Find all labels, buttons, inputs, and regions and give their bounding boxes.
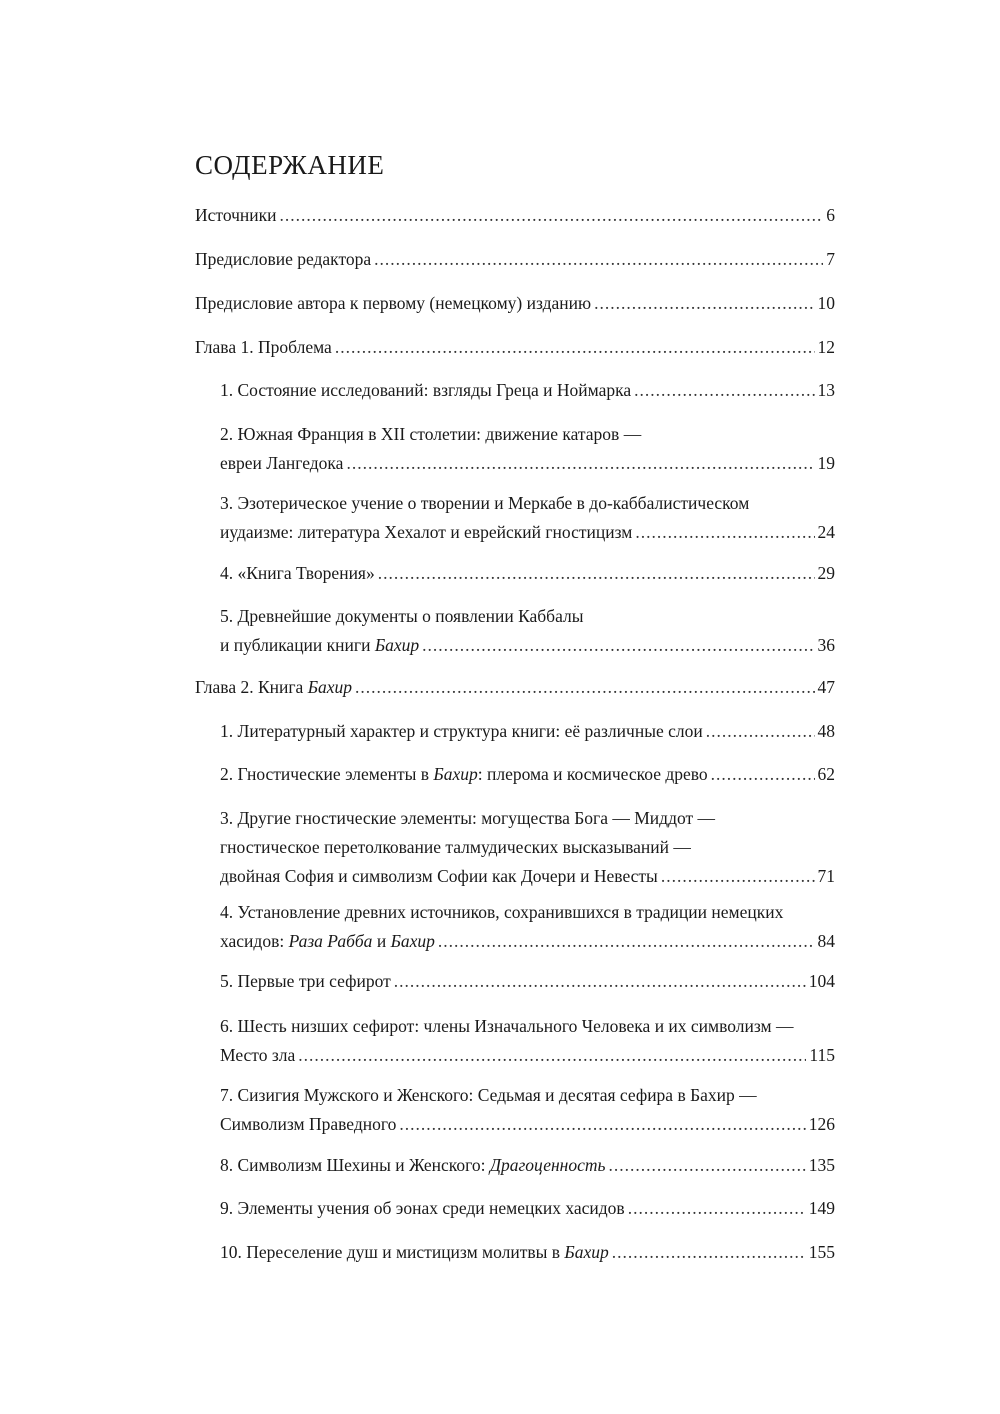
- toc-entry-text-line: 2. Южная Франция в XII столетии: движение катаров —: [220, 424, 642, 444]
- toc-entry-ch1-sec3[interactable]: [220, 489, 835, 547]
- page-number: 36: [817, 635, 835, 655]
- toc-entry-last-line: [195, 245, 835, 274]
- toc-entry-title-segment: 10. Переселение душ и мистицизм молитвы в: [220, 1242, 565, 1262]
- toc-entry-title: [195, 201, 277, 230]
- dot-leader: [706, 717, 815, 746]
- toc-entry-title: [220, 862, 658, 891]
- dot-leader: [335, 333, 815, 362]
- toc-entry-last-line: [220, 862, 835, 891]
- toc-entry-title-segment: и публикации книги: [220, 635, 375, 655]
- page-number: 135: [808, 1155, 835, 1175]
- dot-leader: [635, 518, 814, 547]
- toc-entry-title-segment: 8. Символизм Шехины и Женского:: [220, 1155, 490, 1175]
- toc-entry-title-segment: 1. Состояние исследований: взгляды Греца и Ноймарка: [220, 380, 632, 400]
- toc-entry-title-segment: Глава 1. Проблема: [195, 337, 332, 357]
- toc-entry-title-italic: Бахир: [564, 1242, 609, 1262]
- dot-leader: [608, 1151, 805, 1180]
- page-number: 71: [817, 866, 835, 886]
- page-number: 115: [809, 1045, 835, 1065]
- toc-entry-title-segment: хасидов:: [220, 931, 289, 951]
- toc-entry-title-segment: и: [372, 931, 391, 951]
- toc-entry-ch2-sec6[interactable]: [220, 1012, 835, 1070]
- toc-entry-title-segment: Место зла: [220, 1045, 296, 1065]
- toc-entry-ch2-sec3[interactable]: [220, 804, 835, 891]
- toc-entry-title-segment: Глава 2. Книга: [195, 677, 308, 697]
- toc-entry-last-line: [220, 1238, 835, 1267]
- toc-entry-title-segment: иудаизме: литература Хехалот и еврейский гностицизм: [220, 522, 633, 542]
- toc-entry-last-line: [220, 559, 835, 588]
- toc-entry-ch1-sec4[interactable]: [220, 559, 835, 588]
- toc-entry-last-line: [220, 631, 835, 660]
- toc-entry-ch1-sec1[interactable]: [220, 376, 835, 405]
- page-number: 126: [808, 1114, 835, 1134]
- toc-entry-title: [220, 967, 391, 996]
- page-number: 19: [817, 453, 835, 473]
- toc-entry-title: [220, 559, 375, 588]
- toc-entry-title: [220, 631, 419, 660]
- toc-entry-title-segment: 4. «Книга Творения»: [220, 563, 375, 583]
- page-number: 12: [817, 337, 835, 357]
- toc-entry-editor-preface[interactable]: [195, 245, 835, 274]
- toc-entry-title-segment: двойная София и символизм Софии как Дочери и Невесты: [220, 866, 658, 886]
- dot-leader: [374, 245, 823, 274]
- toc-entry-ch2-sec2[interactable]: [220, 760, 835, 789]
- page-number: 104: [808, 971, 835, 991]
- page-number: 29: [817, 563, 835, 583]
- toc-entry-last-line: [195, 333, 835, 362]
- toc-entry-last-line: [220, 927, 835, 956]
- toc-entry-title: [220, 449, 343, 478]
- dot-leader: [711, 760, 815, 789]
- toc-entry-title-segment: Предисловие автора к первому (немецкому) изданию: [195, 293, 592, 313]
- toc-entry-title-segment: 2. Гностические элементы в: [220, 764, 434, 784]
- page-number: 47: [817, 677, 835, 697]
- toc-entry-title-segment: 9. Элементы учения об эонах среди немецких хасидов: [220, 1198, 625, 1218]
- page-title: СОДЕРЖАНИЕ: [195, 150, 385, 180]
- dot-leader: [612, 1238, 806, 1267]
- page-number: 7: [826, 249, 835, 269]
- toc-entry-title-italic: Бахир: [433, 764, 478, 784]
- page-number: 149: [808, 1198, 835, 1218]
- dot-leader: [399, 1110, 805, 1139]
- toc-entry-title: [220, 927, 435, 956]
- page-number: 13: [817, 380, 835, 400]
- toc-entry-ch1-sec2[interactable]: [220, 420, 835, 478]
- toc-entry-text-line: 7. Сизигия Мужского и Женского: Седьмая и десятая сефира в Бахир —: [220, 1085, 757, 1105]
- toc-entry-last-line: [220, 967, 835, 996]
- dot-leader: [628, 1194, 806, 1223]
- page-number: 62: [817, 764, 835, 784]
- dot-leader: [355, 673, 814, 702]
- dot-leader: [422, 631, 814, 660]
- toc-entry-sources[interactable]: [195, 201, 835, 230]
- toc-entry-last-line: [220, 449, 835, 478]
- toc-entry-title: [220, 1238, 609, 1267]
- dot-leader: [438, 927, 815, 956]
- toc-entry-title: [220, 376, 631, 405]
- dot-leader: [594, 289, 814, 318]
- toc-entry-text-line: гностическое перетолкование талмудических высказываний —: [220, 837, 691, 857]
- toc-entry-title-italic: Бахир: [390, 931, 435, 951]
- toc-entry-ch2-sec1[interactable]: [220, 717, 835, 746]
- toc-entry-text-line: 3. Эзотерическое учение о творении и Меркабе в до-каббалистическом: [220, 493, 750, 513]
- dot-leader: [280, 201, 824, 230]
- dot-leader: [661, 862, 815, 891]
- page-number: 48: [817, 721, 835, 741]
- toc-entry-title-segment: : плерома и космическое древо: [477, 764, 708, 784]
- toc-entry-last-line: [220, 518, 835, 547]
- toc-entry-last-line: [220, 1151, 835, 1180]
- toc-entry-title: [195, 245, 371, 274]
- toc-entry-title-segment: Предисловие редактора: [195, 249, 372, 269]
- toc-entry-title: [220, 1041, 295, 1070]
- page-number: 24: [817, 522, 835, 542]
- toc-entry-title-segment: 5. Первые три сефирот: [220, 971, 391, 991]
- toc-entry-title: [195, 333, 332, 362]
- dot-leader: [346, 449, 814, 478]
- toc-entry-ch2-sec10[interactable]: [220, 1238, 835, 1267]
- page-number: 6: [826, 205, 835, 225]
- toc-entry-title: [220, 518, 632, 547]
- toc-entry-text-line: 4. Установление древних источников, сохранившихся в традиции немецких: [220, 902, 784, 922]
- toc-entry-text-line: 3. Другие гностические элементы: могущества Бога — Миддот —: [220, 808, 716, 828]
- toc-entry-last-line: [220, 717, 835, 746]
- toc-entry-title-segment: 1. Литературный характер и структура книги: её различные слои: [220, 721, 703, 741]
- toc-entry-last-line: [195, 289, 835, 318]
- toc-entry-text-line: 6. Шесть низших сефирот: члены Изначального Человека и их символизм —: [220, 1016, 794, 1036]
- toc-entry-ch2-sec7[interactable]: [220, 1081, 835, 1139]
- toc-entry-title: [195, 673, 352, 702]
- toc-entry-title-segment: Источники: [195, 205, 277, 225]
- toc-entry-title: [195, 289, 591, 318]
- toc-entry-title-segment: евреи Лангедока: [220, 453, 344, 473]
- toc-entry-text-line: 5. Древнейшие документы о появлении Каббалы: [220, 606, 584, 626]
- toc-entry-author-preface[interactable]: [195, 289, 835, 318]
- toc-entry-ch2-sec5[interactable]: [220, 967, 835, 996]
- toc-entry-title: [220, 717, 703, 746]
- toc-entry-last-line: [220, 1194, 835, 1223]
- toc-entry-last-line: [220, 1041, 835, 1070]
- dot-leader: [298, 1041, 806, 1070]
- page-number: 155: [808, 1242, 835, 1262]
- toc-entry-last-line: [220, 760, 835, 789]
- toc-entry-ch2-sec8[interactable]: [220, 1151, 835, 1180]
- toc-entry-title-italic: Раза Рабба: [288, 931, 373, 951]
- toc-entry-title-italic: Драгоценность: [489, 1155, 606, 1175]
- toc-entry-ch1-sec5[interactable]: [220, 602, 835, 660]
- page-number: 84: [817, 931, 835, 951]
- toc-entry-last-line: [220, 1110, 835, 1139]
- toc-entry-title-segment: Символизм Праведного: [220, 1114, 397, 1134]
- toc-entry-ch2-sec4[interactable]: [220, 898, 835, 956]
- page-number: 10: [817, 293, 835, 313]
- toc-entry-last-line: [195, 673, 835, 702]
- dot-leader: [378, 559, 815, 588]
- toc-entry-title: [220, 1194, 625, 1223]
- toc-entry-ch2-sec9[interactable]: [220, 1194, 835, 1223]
- toc-entry-chapter-1[interactable]: [195, 333, 835, 362]
- toc-entry-chapter-2[interactable]: [195, 673, 835, 702]
- toc-entry-title-italic: Бахир: [307, 677, 353, 697]
- toc-entry-title-italic: Бахир: [374, 635, 420, 655]
- toc-entry-last-line: [220, 376, 835, 405]
- toc-entry-last-line: [195, 201, 835, 230]
- dot-leader: [634, 376, 814, 405]
- toc-entry-title: [220, 1110, 396, 1139]
- toc-entry-title: [220, 760, 708, 789]
- dot-leader: [394, 967, 806, 996]
- toc-entry-title: [220, 1151, 605, 1180]
